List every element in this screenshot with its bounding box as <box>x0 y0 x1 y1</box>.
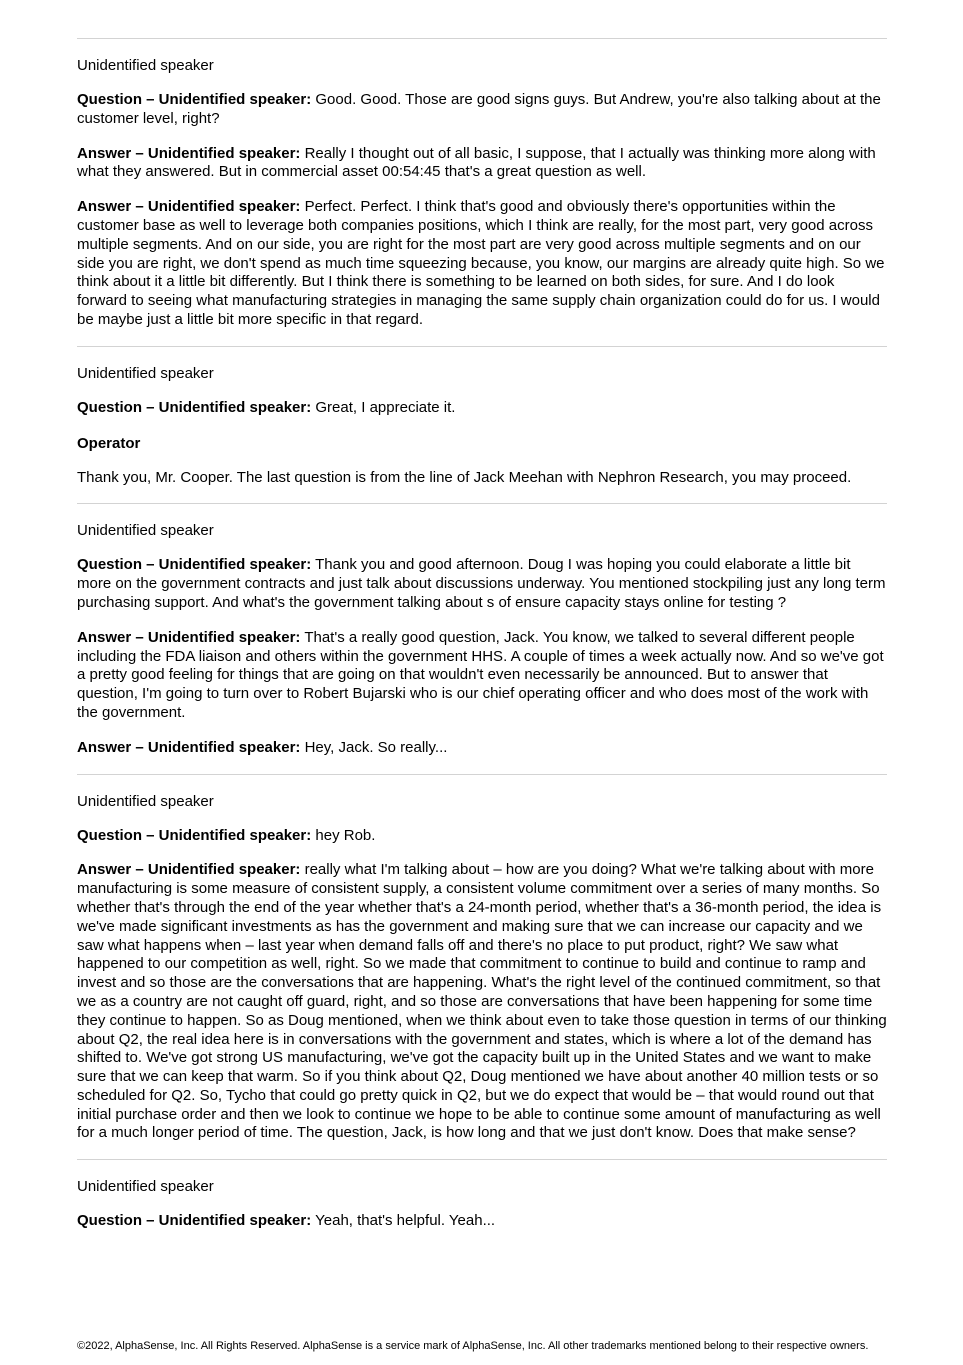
copyright-footer: ©2022, AlphaSense, Inc. All Rights Reserved. AlphaSense is a service mark of AlphaSense, Inc. All other trademarks mentioned belong to their respective owners. <box>77 1340 869 1352</box>
speaker-section <box>77 39 887 346</box>
question-paragraph <box>77 556 887 612</box>
utterance-text: Good. Good. Those are good signs guys. But Andrew, you're also talking about at the customer level, right? <box>77 91 881 127</box>
speaker-label: Question – Unidentified speaker: <box>77 398 312 416</box>
speaker-label: Question – Unidentified speaker: <box>77 556 312 574</box>
operator-label: Operator <box>77 434 141 452</box>
utterance-text: Perfect. Perfect. I think that's good and obviously there's opportunities within the customer base as well to leverage both companies positions, which I think are really, for the most part, very good across multiple segments. And on our side, you are right for the most part are very good across multiple segments and on our side you are right, we don't spend as much time squeezing because, you know, our margins are already quite high. So we think about it a little bit differently. But I think there is something to be learned on both sides, for sure. And I do look forward to seeing what manufacturing strategies in managing the same supply chain organization could do for us. I would be maybe just a little bit more specific in that regard. <box>77 198 885 328</box>
speaker-label: Answer – Unidentified speaker: <box>77 198 301 216</box>
speaker-section <box>77 775 887 1160</box>
speaker-label: Question – Unidentified speaker: <box>77 91 312 108</box>
speaker-name: Unidentified speaker <box>77 522 214 540</box>
speaker-label: Question – Unidentified speaker: <box>77 1212 312 1230</box>
utterance-text: Hey, Jack. So really... <box>304 738 448 756</box>
utterance-text: Yeah, that's helpful. Yeah... <box>315 1212 496 1230</box>
answer-paragraph <box>77 629 887 723</box>
answer-paragraph <box>77 739 887 758</box>
speaker-label: Answer – Unidentified speaker: <box>77 144 301 162</box>
speaker-name: Unidentified speaker <box>77 792 214 810</box>
speaker-label: Question – Unidentified speaker: <box>77 826 312 844</box>
utterance-text: Really I thought out of all basic, I suppose, that I actually was thinking more along with what they answered. But in commercial asset 00:54:45 that's a great question as well. <box>77 144 876 181</box>
speaker-section <box>77 504 887 773</box>
utterance-text: Great, I appreciate it. <box>315 398 456 416</box>
question-paragraph <box>77 1212 887 1231</box>
speaker-section <box>77 347 887 504</box>
utterance-text: Thank you and good afternoon. Doug I was hoping you could elaborate a little bit more on the government contracts and just talk about discussions underway. You mentioned stockpiling just any long term purchasing support. And what's the government talking about s of ensure capacity stays online for testing ? <box>77 556 886 611</box>
operator-paragraph: Thank you, Mr. Cooper. The last question is from the line of Jack Meehan with Nephron Research, you may proceed. <box>77 468 852 486</box>
speaker-label: Answer – Unidentified speaker: <box>77 628 301 646</box>
speaker-label: Answer – Unidentified speaker: <box>77 738 301 756</box>
speaker-name: Unidentified speaker <box>77 57 214 74</box>
transcript-document <box>77 38 887 1247</box>
question-paragraph <box>77 827 887 846</box>
utterance-text: hey Rob. <box>315 826 376 844</box>
question-paragraph <box>77 91 887 129</box>
speaker-section <box>77 1160 887 1247</box>
answer-paragraph <box>77 145 887 183</box>
speaker-name: Unidentified speaker <box>77 364 214 382</box>
utterance-text: really what I'm talking about – how are you doing? What we're talking about with more manufacturing is some measure of consistent supply, a consistent volume commitment over a series of many months. So whether that's through the end of the year whether that's a 24-month period, whether that's a 36-month period, the idea is we've made significant investments as has the government and making sure that we can increase our capacity and we saw what happens when – last year when demand falls off and there's no place to put product, right? We saw what happened to our competition as well, right. So we made that commitment to continue to build and continue to ramp and invest and so those are the conversations that are happening. What's the right level of the continued commitment, so that we as a country are not caught off guard, right, and so those are conversations that have been happening for some time they continue to happen. So as Doug mentioned, when we think about even to take those question in terms of our thinking about Q2, the real idea here is in conversations with the government and states, which is where a lot of the demand has shifted to. We've got strong US manufacturing, we've got the capacity built up in the United States and we want to make sure that we can keep that warm. So if you think about Q2, Doug mentioned we have about another 40 million tests or so scheduled for Q2. So, Tycho that could go pretty quick in Q2, but we do expect that would be – that would round out that initial purchase order and then we look to continue we hope to be able to continue some amount of manufacturing as well for a much longer period of time. The question, Jack, is how long and that we just don't know. Does that make sense? <box>77 861 887 1142</box>
speaker-label: Answer – Unidentified speaker: <box>77 861 301 879</box>
question-paragraph <box>77 399 887 418</box>
answer-paragraph <box>77 198 887 330</box>
utterance-text: That's a really good question, Jack. You know, we talked to several different people including the FDA liaison and others within the government HHS. A couple of times a week actually now. And so we've got a pretty good feeling for things that are going on that wouldn't even necessarily be announced. But to answer that question, I'm going to turn over to Robert Bujarski who is our chief operating officer and who does most of the work with the government. <box>77 628 884 721</box>
speaker-name: Unidentified speaker <box>77 1178 214 1196</box>
answer-paragraph <box>77 861 887 1143</box>
